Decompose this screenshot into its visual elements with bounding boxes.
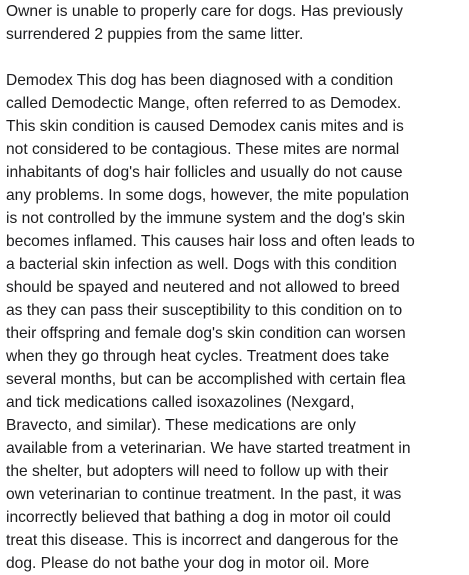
demodex-paragraph (6, 69, 464, 575)
text-line: becomes inflamed. This causes hair loss and often leads to (6, 233, 415, 250)
text-line: is not controlled by the immune system and the dog's skin (6, 210, 406, 227)
text-line: Bravecto, and similar). These medications are only (6, 417, 356, 434)
text-line: should be spayed and neutered and not allowed to breed (6, 279, 400, 296)
text-line: incorrectly believed that bathing a dog in motor oil could (6, 509, 391, 526)
text-line: a bacterial skin infection as well. Dogs with this condition (6, 256, 397, 273)
text-line: own veterinarian to continue treatment. In the past, it was (6, 486, 402, 503)
text-line: and tick medications called isoxazolines (Nexgard, (6, 394, 355, 411)
owner-note-paragraph (6, 0, 464, 46)
text-line: available from a veterinarian. We have started treatment in (6, 440, 411, 457)
text-line: their offspring and female dog's skin condition can worsen (6, 325, 406, 342)
text-line: any problems. In some dogs, however, the mite population (6, 187, 410, 204)
text-line: called Demodectic Mange, often referred to as Demodex. (6, 95, 402, 112)
text-line: treat this disease. This is incorrect and dangerous for the (6, 532, 399, 549)
text-line: as they can pass their susceptibility to this condition on to (6, 302, 403, 319)
text-line: not considered to be contagious. These mites are normal (6, 141, 400, 158)
text-line: This skin condition is caused Demodex canis mites and is (6, 118, 404, 135)
text-line: Owner is unable to properly care for dogs. Has previously (6, 3, 403, 20)
text-line: surrendered 2 puppies from the same litter. (6, 26, 304, 43)
text-line: when they go through heat cycles. Treatment does take (6, 348, 390, 365)
text-line: dog. Please do not bathe your dog in motor oil. More (6, 555, 370, 572)
text-line: the shelter, but adopters will need to follow up with their (6, 463, 389, 480)
text-line: inhabitants of dog's hair follicles and usually do not cause (6, 164, 403, 181)
text-line: Demodex This dog has been diagnosed with a condition (6, 72, 394, 89)
document-body (6, 0, 464, 575)
text-line: several months, but can be accomplished with certain flea (6, 371, 406, 388)
paragraph-gap (6, 46, 464, 69)
